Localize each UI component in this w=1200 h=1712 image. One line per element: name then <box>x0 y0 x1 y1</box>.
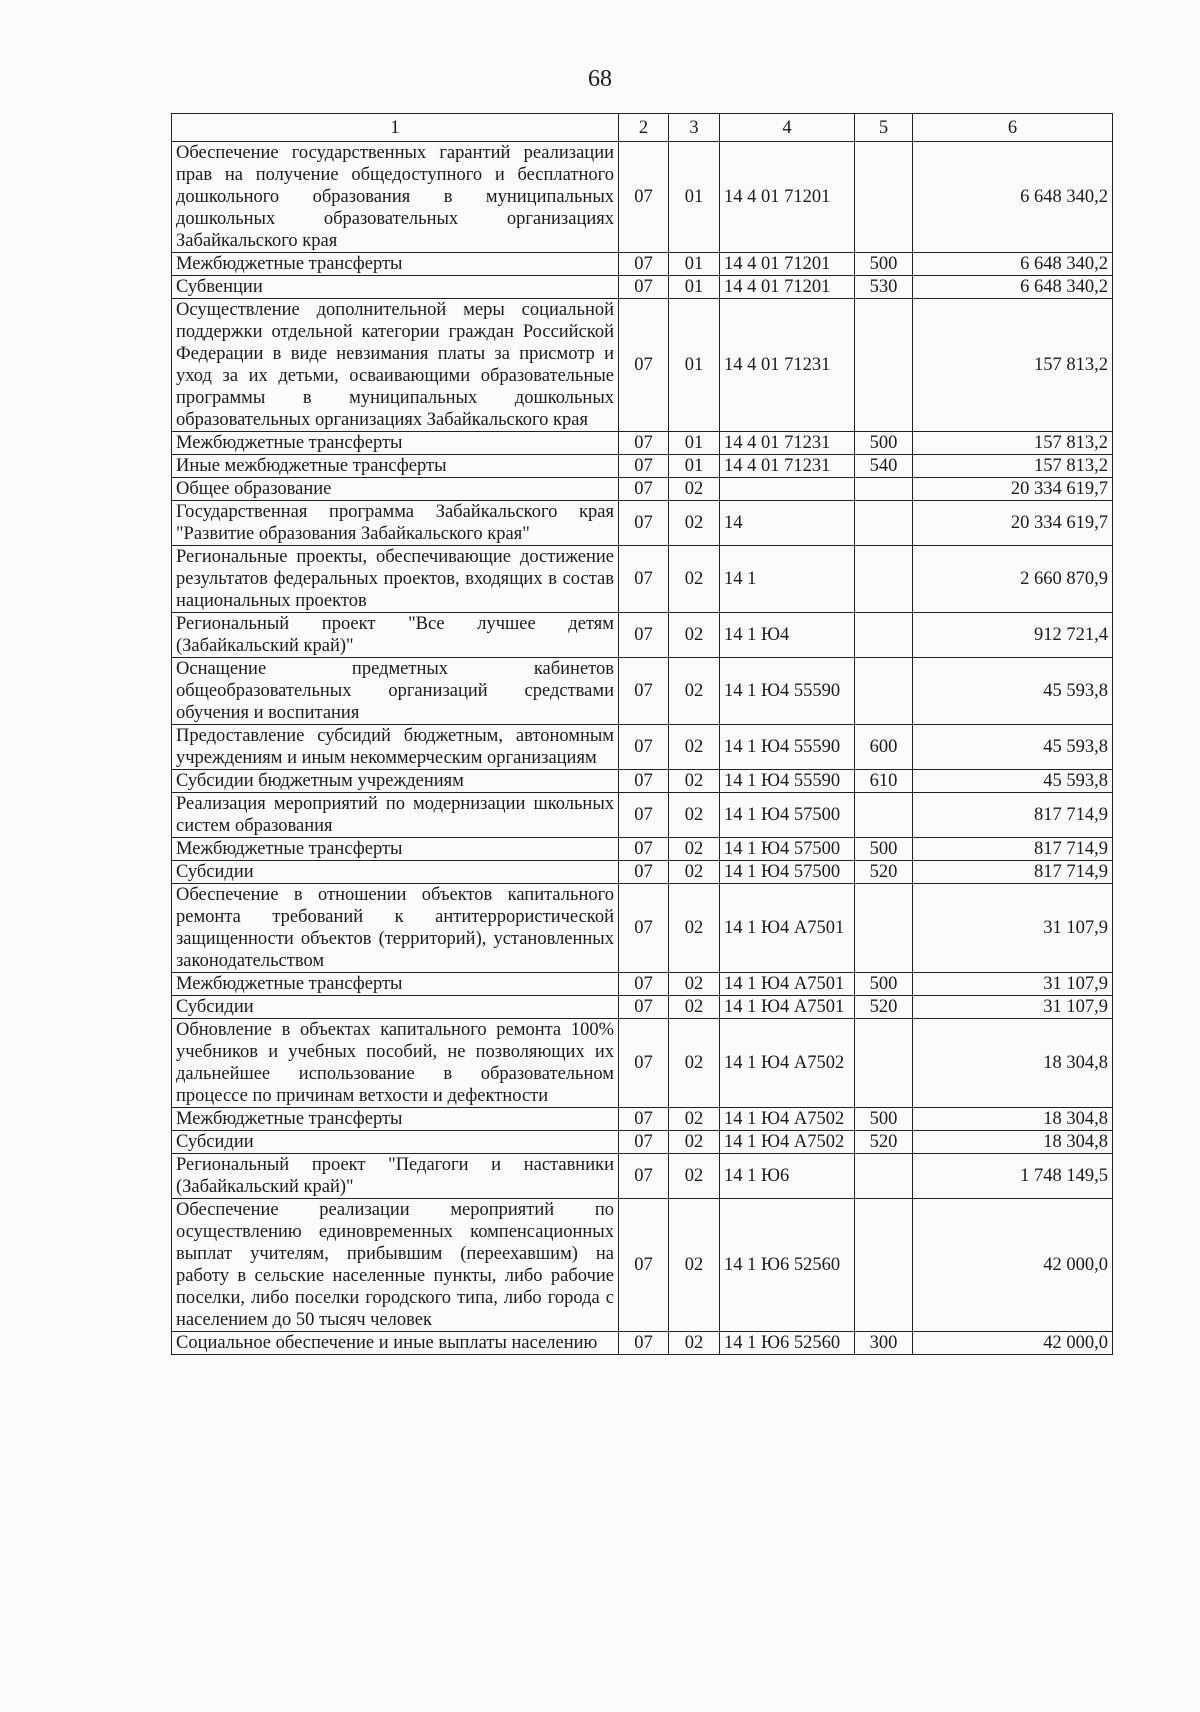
row-amount: 18 304,8 <box>913 1019 1113 1108</box>
row-expense-type <box>855 1019 913 1108</box>
table-row <box>172 276 1113 299</box>
row-name: Межбюджетные трансферты <box>172 973 619 996</box>
page-number: 68 <box>588 66 612 92</box>
row-subsection-code: 02 <box>669 861 720 884</box>
row-subsection-code: 02 <box>669 478 720 501</box>
row-amount: 157 813,2 <box>913 299 1113 432</box>
row-target-article: 14 1 Ю4 А7501 <box>720 996 855 1019</box>
row-subsection-code: 02 <box>669 996 720 1019</box>
row-section-code: 07 <box>619 1154 669 1199</box>
row-target-article: 14 4 01 71231 <box>720 299 855 432</box>
table-row <box>172 770 1113 793</box>
table-row <box>172 658 1113 725</box>
row-target-article: 14 1 Ю4 55590 <box>720 770 855 793</box>
row-section-code: 07 <box>619 432 669 455</box>
table-row <box>172 432 1113 455</box>
row-expense-type <box>855 501 913 546</box>
row-name: Межбюджетные трансферты <box>172 432 619 455</box>
row-name: Субсидии <box>172 1131 619 1154</box>
row-target-article: 14 1 Ю4 57500 <box>720 861 855 884</box>
row-expense-type: 520 <box>855 996 913 1019</box>
row-expense-type: 520 <box>855 1131 913 1154</box>
row-expense-type: 500 <box>855 253 913 276</box>
row-expense-type <box>855 142 913 253</box>
row-target-article: 14 1 Ю4 55590 <box>720 725 855 770</box>
row-subsection-code: 02 <box>669 1108 720 1131</box>
row-name: Межбюджетные трансферты <box>172 838 619 861</box>
header-col-3: 3 <box>669 114 720 142</box>
table-row <box>172 478 1113 501</box>
table-row <box>172 546 1113 613</box>
row-name: Иные межбюджетные трансферты <box>172 455 619 478</box>
row-name: Субсидии <box>172 996 619 1019</box>
row-section-code: 07 <box>619 725 669 770</box>
row-subsection-code: 02 <box>669 973 720 996</box>
row-section-code: 07 <box>619 501 669 546</box>
row-section-code: 07 <box>619 1332 669 1355</box>
row-amount: 31 107,9 <box>913 996 1113 1019</box>
header-col-6: 6 <box>913 114 1113 142</box>
row-name: Региональные проекты, обеспечивающие достижение результатов федеральных проектов, входящих в состав национальных проектов <box>172 546 619 613</box>
row-expense-type: 600 <box>855 725 913 770</box>
row-amount: 42 000,0 <box>913 1199 1113 1332</box>
row-name: Государственная программа Забайкальского края "Развитие образования Забайкальского края" <box>172 501 619 546</box>
header-col-4: 4 <box>720 114 855 142</box>
row-section-code: 07 <box>619 770 669 793</box>
row-expense-type <box>855 1154 913 1199</box>
row-target-article: 14 1 Ю4 А7502 <box>720 1019 855 1108</box>
table-row <box>172 1131 1113 1154</box>
row-target-article: 14 <box>720 501 855 546</box>
row-target-article: 14 4 01 71201 <box>720 142 855 253</box>
row-amount: 18 304,8 <box>913 1131 1113 1154</box>
row-expense-type: 540 <box>855 455 913 478</box>
row-section-code: 07 <box>619 1199 669 1332</box>
row-expense-type <box>855 546 913 613</box>
table-row <box>172 613 1113 658</box>
row-section-code: 07 <box>619 1108 669 1131</box>
row-amount: 6 648 340,2 <box>913 276 1113 299</box>
row-section-code: 07 <box>619 276 669 299</box>
row-subsection-code: 02 <box>669 725 720 770</box>
row-amount: 6 648 340,2 <box>913 253 1113 276</box>
row-expense-type <box>855 613 913 658</box>
row-expense-type <box>855 478 913 501</box>
row-section-code: 07 <box>619 658 669 725</box>
row-subsection-code: 01 <box>669 276 720 299</box>
table-row <box>172 973 1113 996</box>
row-amount: 2 660 870,9 <box>913 546 1113 613</box>
table-row <box>172 142 1113 253</box>
row-subsection-code: 02 <box>669 838 720 861</box>
row-section-code: 07 <box>619 793 669 838</box>
row-subsection-code: 02 <box>669 1154 720 1199</box>
row-name: Общее образование <box>172 478 619 501</box>
row-name: Осуществление дополнительной меры социальной поддержки отдельной категории граждан Российской Федерации в виде невзимания платы за присмотр и уход за их детьми, осваивающими образовательные программы в муниципальных дошкольных образовательных организациях Забайкальского края <box>172 299 619 432</box>
row-name: Межбюджетные трансферты <box>172 1108 619 1131</box>
row-name: Субсидии бюджетным учреждениям <box>172 770 619 793</box>
row-name: Обеспечение государственных гарантий реализации прав на получение общедоступного и бесплатного дошкольного образования в муниципальных дошкольных образовательных организациях Забайкальского края <box>172 142 619 253</box>
row-target-article: 14 4 01 71231 <box>720 455 855 478</box>
header-col-1: 1 <box>172 114 619 142</box>
row-expense-type: 500 <box>855 973 913 996</box>
row-section-code: 07 <box>619 884 669 973</box>
row-name: Региональный проект "Педагоги и наставники (Забайкальский край)" <box>172 1154 619 1199</box>
row-section-code: 07 <box>619 478 669 501</box>
row-subsection-code: 02 <box>669 1199 720 1332</box>
row-subsection-code: 01 <box>669 432 720 455</box>
row-target-article: 14 1 Ю4 55590 <box>720 658 855 725</box>
row-subsection-code: 02 <box>669 1131 720 1154</box>
row-target-article: 14 1 Ю4 А7502 <box>720 1108 855 1131</box>
row-subsection-code: 01 <box>669 142 720 253</box>
row-subsection-code: 01 <box>669 253 720 276</box>
row-amount: 817 714,9 <box>913 838 1113 861</box>
row-subsection-code: 02 <box>669 1332 720 1355</box>
row-target-article: 14 1 Ю4 57500 <box>720 838 855 861</box>
table-row <box>172 793 1113 838</box>
row-subsection-code: 02 <box>669 613 720 658</box>
row-expense-type <box>855 884 913 973</box>
row-subsection-code: 02 <box>669 658 720 725</box>
row-name: Реализация мероприятий по модернизации школьных систем образования <box>172 793 619 838</box>
row-target-article <box>720 478 855 501</box>
row-target-article: 14 1 Ю6 52560 <box>720 1199 855 1332</box>
row-subsection-code: 01 <box>669 455 720 478</box>
row-target-article: 14 4 01 71201 <box>720 276 855 299</box>
row-amount: 1 748 149,5 <box>913 1154 1113 1199</box>
row-amount: 20 334 619,7 <box>913 478 1113 501</box>
table-row <box>172 725 1113 770</box>
row-section-code: 07 <box>619 973 669 996</box>
row-target-article: 14 1 Ю4 А7501 <box>720 884 855 973</box>
row-expense-type <box>855 658 913 725</box>
row-section-code: 07 <box>619 546 669 613</box>
row-subsection-code: 02 <box>669 884 720 973</box>
row-amount: 817 714,9 <box>913 861 1113 884</box>
table-row <box>172 1199 1113 1332</box>
row-name: Межбюджетные трансферты <box>172 253 619 276</box>
row-subsection-code: 02 <box>669 501 720 546</box>
header-col-5: 5 <box>855 114 913 142</box>
table-row <box>172 838 1113 861</box>
row-target-article: 14 1 Ю4 57500 <box>720 793 855 838</box>
row-expense-type <box>855 1199 913 1332</box>
row-section-code: 07 <box>619 455 669 478</box>
row-amount: 45 593,8 <box>913 658 1113 725</box>
table-row <box>172 1332 1113 1355</box>
row-name: Обновление в объектах капитального ремонта 100% учебников и учебных пособий, не позволяющих их дальнейшее использование в образовательном процессе по причинам ветхости и дефектности <box>172 1019 619 1108</box>
row-subsection-code: 02 <box>669 793 720 838</box>
row-target-article: 14 4 01 71231 <box>720 432 855 455</box>
row-amount: 45 593,8 <box>913 725 1113 770</box>
row-section-code: 07 <box>619 996 669 1019</box>
row-name: Предоставление субсидий бюджетным, автономным учреждениям и иным некоммерческим организациям <box>172 725 619 770</box>
row-amount: 157 813,2 <box>913 455 1113 478</box>
row-section-code: 07 <box>619 838 669 861</box>
row-expense-type: 610 <box>855 770 913 793</box>
row-target-article: 14 1 Ю4 А7502 <box>720 1131 855 1154</box>
table-row <box>172 884 1113 973</box>
row-subsection-code: 02 <box>669 546 720 613</box>
row-amount: 31 107,9 <box>913 884 1113 973</box>
table-row <box>172 996 1113 1019</box>
table-row <box>172 253 1113 276</box>
row-expense-type: 530 <box>855 276 913 299</box>
row-section-code: 07 <box>619 142 669 253</box>
row-amount: 20 334 619,7 <box>913 501 1113 546</box>
table-row <box>172 1019 1113 1108</box>
row-name: Обеспечение реализации мероприятий по осуществлению единовременных компенсационных выплат учителям, прибывшим (переехавшим) на работу в сельские населенные пункты, либо рабочие поселки, либо поселки городского типа, либо города с населением до 50 тысяч человек <box>172 1199 619 1332</box>
row-expense-type <box>855 299 913 432</box>
row-target-article: 14 1 Ю4 <box>720 613 855 658</box>
budget-table <box>171 113 1113 1355</box>
row-amount: 42 000,0 <box>913 1332 1113 1355</box>
row-subsection-code: 02 <box>669 1019 720 1108</box>
table-row <box>172 455 1113 478</box>
row-amount: 817 714,9 <box>913 793 1113 838</box>
row-amount: 912 721,4 <box>913 613 1113 658</box>
row-target-article: 14 4 01 71201 <box>720 253 855 276</box>
table-row <box>172 1108 1113 1131</box>
row-subsection-code: 02 <box>669 770 720 793</box>
row-amount: 45 593,8 <box>913 770 1113 793</box>
table-row <box>172 1154 1113 1199</box>
table-header-row <box>172 114 1113 142</box>
row-expense-type: 500 <box>855 1108 913 1131</box>
row-name: Региональный проект "Все лучшее детям (Забайкальский край)" <box>172 613 619 658</box>
row-section-code: 07 <box>619 613 669 658</box>
row-expense-type: 500 <box>855 432 913 455</box>
row-name: Оснащение предметных кабинетов общеобразовательных организаций средствами обучения и воспитания <box>172 658 619 725</box>
row-expense-type: 500 <box>855 838 913 861</box>
row-section-code: 07 <box>619 1131 669 1154</box>
row-target-article: 14 1 Ю4 А7501 <box>720 973 855 996</box>
row-target-article: 14 1 Ю6 <box>720 1154 855 1199</box>
header-col-2: 2 <box>619 114 669 142</box>
row-amount: 31 107,9 <box>913 973 1113 996</box>
row-section-code: 07 <box>619 253 669 276</box>
table-row <box>172 299 1113 432</box>
row-expense-type: 520 <box>855 861 913 884</box>
table-row <box>172 861 1113 884</box>
table-row <box>172 501 1113 546</box>
row-section-code: 07 <box>619 861 669 884</box>
row-name: Субсидии <box>172 861 619 884</box>
row-target-article: 14 1 <box>720 546 855 613</box>
row-expense-type: 300 <box>855 1332 913 1355</box>
row-subsection-code: 01 <box>669 299 720 432</box>
row-target-article: 14 1 Ю6 52560 <box>720 1332 855 1355</box>
row-name: Субвенции <box>172 276 619 299</box>
row-name: Обеспечение в отношении объектов капитального ремонта требований к антитеррористической защищенности объектов (территорий), установленных законодательством <box>172 884 619 973</box>
row-amount: 157 813,2 <box>913 432 1113 455</box>
row-section-code: 07 <box>619 299 669 432</box>
row-expense-type <box>855 793 913 838</box>
row-amount: 18 304,8 <box>913 1108 1113 1131</box>
row-amount: 6 648 340,2 <box>913 142 1113 253</box>
row-section-code: 07 <box>619 1019 669 1108</box>
row-name: Социальное обеспечение и иные выплаты населению <box>172 1332 619 1355</box>
